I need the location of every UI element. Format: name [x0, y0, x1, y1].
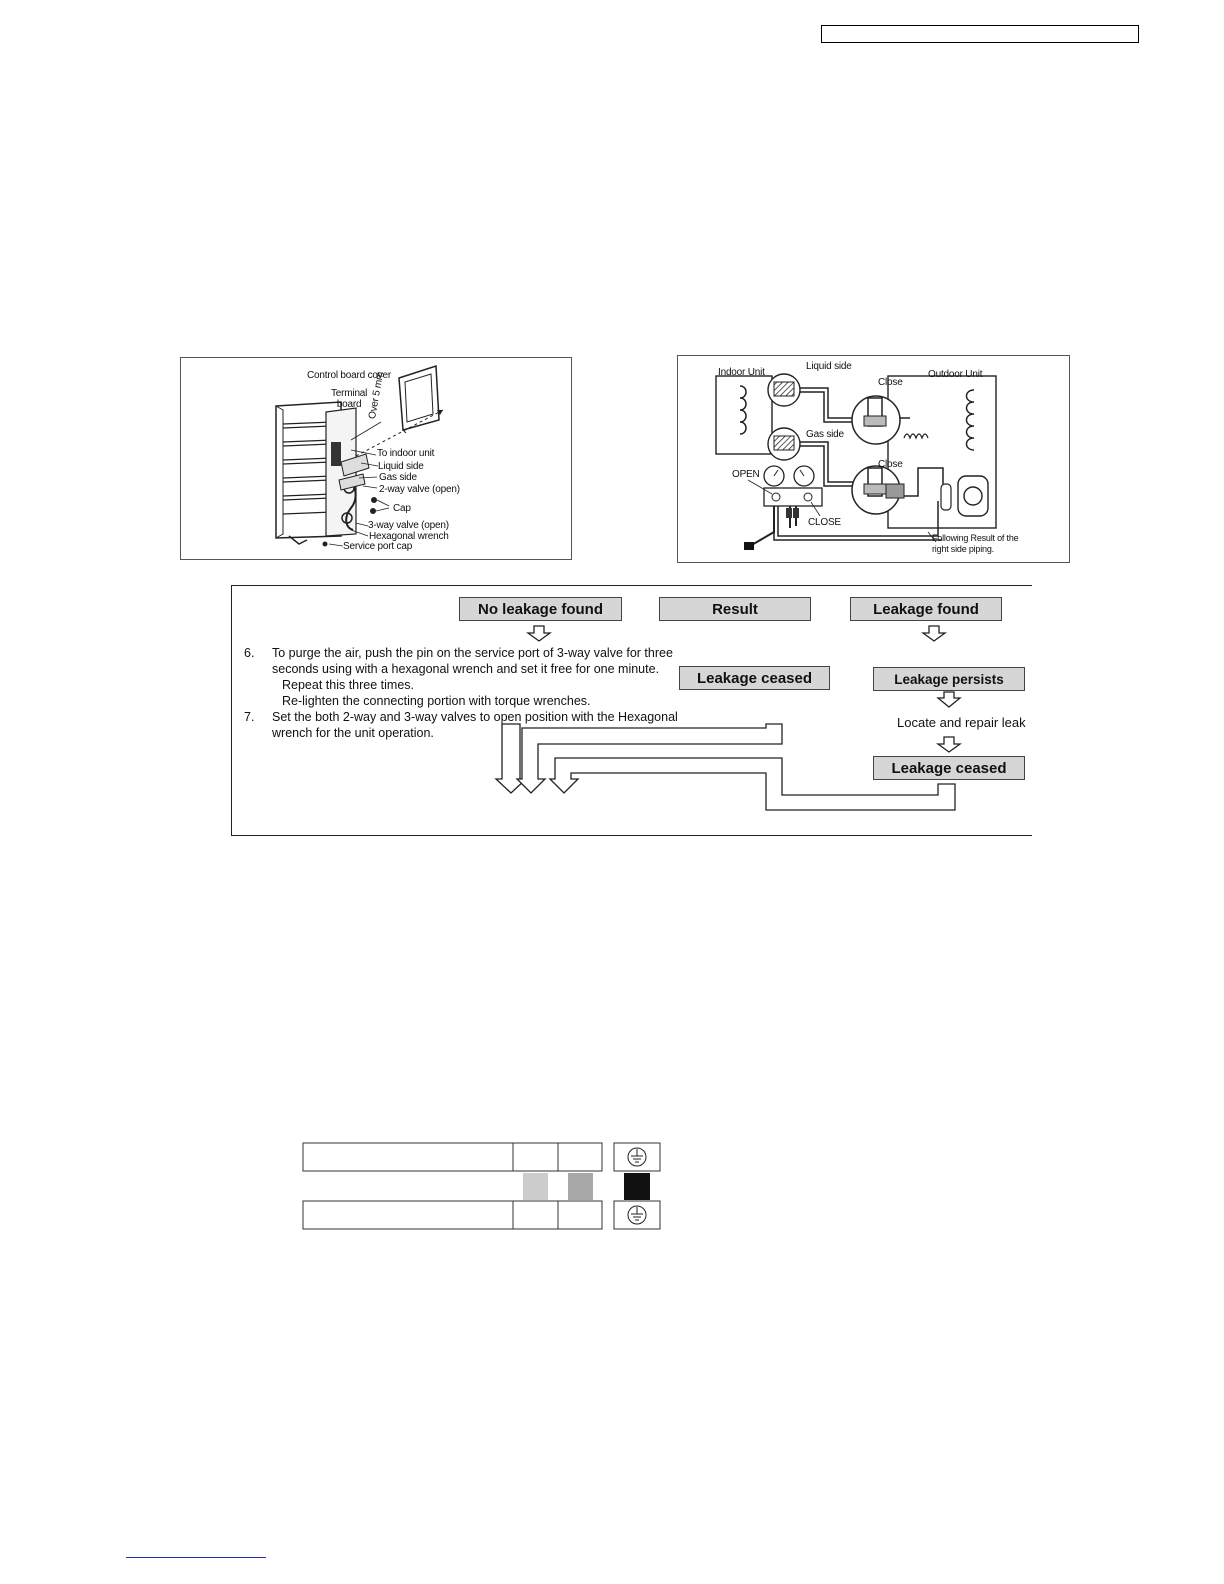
leakage-found-box: Leakage found	[850, 597, 1002, 621]
label-liquid-side: Liquid side	[806, 361, 852, 372]
label-cap: Cap	[393, 503, 411, 514]
wire-light-gray	[523, 1173, 548, 1200]
label-2-way-valve: 2-way valve (open)	[379, 484, 460, 495]
step-6-line-2: seconds using with a hexagonal wrench and set it free for one minute.	[272, 662, 660, 676]
label-close-bottom: Close	[878, 459, 903, 470]
terminal-top-earth-cell	[614, 1143, 660, 1171]
piping-schematic-drawing	[678, 356, 1069, 562]
step-6	[244, 645, 704, 709]
label-outdoor-unit: Outdoor Unit	[928, 369, 983, 380]
leakage-ceased-box-right: Leakage ceased	[873, 756, 1025, 780]
label-over-5-mm: Over 5 mm	[367, 371, 387, 420]
leakage-persists-box: Leakage persists	[873, 667, 1025, 691]
terminal-wire-diagram	[302, 1142, 662, 1232]
arrow-no-leakage	[528, 626, 550, 641]
step-7-line-2: wrench for the unit operation.	[272, 726, 434, 740]
label-gas-side: Gas side	[379, 472, 417, 483]
footer-link-underline[interactable]	[126, 1557, 266, 1558]
terminal-top-label-cell	[303, 1143, 513, 1171]
label-gas-side: Gas side	[806, 429, 844, 440]
step-7-line-1: Set the both 2-way and 3-way valves to open position with the Hexagonal	[272, 710, 678, 724]
arrow-leakage-persists	[938, 692, 960, 707]
wire-mid-gray	[568, 1173, 593, 1200]
no-leakage-found-box: No leakage found	[459, 597, 622, 621]
arrow-locate-repair	[938, 737, 960, 752]
terminal-bottom-label-cell	[303, 1201, 513, 1229]
wire-earth-black	[624, 1173, 650, 1200]
terminal-top-cell-1	[513, 1143, 558, 1171]
locate-and-repair-text: Locate and repair leak	[897, 715, 1026, 730]
step-6-line-3: Repeat this three times.	[282, 678, 415, 692]
step-6-number: 6.	[244, 646, 255, 660]
label-open: OPEN	[732, 469, 760, 480]
terminal-top-cell-2	[558, 1143, 602, 1171]
step-6-line-1: To purge the air, push the pin on the service port of 3-way valve for three	[272, 646, 673, 660]
label-terminal-board: Terminal board	[331, 388, 368, 410]
label-following-result: Following Result of the	[932, 533, 1019, 543]
outdoor-unit-valve-figure	[180, 357, 572, 560]
terminal-bottom-cell-1	[513, 1201, 558, 1229]
terminal-wire-drawing	[302, 1142, 662, 1232]
terminal-bottom-earth-cell	[614, 1201, 660, 1229]
label-3-way-valve: 3-way valve (open)	[368, 520, 449, 531]
label-control-board-cover: Control board cover	[307, 370, 392, 381]
result-box: Result	[659, 597, 811, 621]
leak-check-flowchart	[231, 585, 1032, 836]
label-right-side-piping: right side piping.	[932, 544, 994, 554]
label-to-indoor-unit: To indoor unit	[377, 448, 435, 459]
leakage-ceased-box-left: Leakage ceased	[679, 666, 830, 690]
label-close-gauge: CLOSE	[808, 517, 841, 528]
arrow-leakage-found	[923, 626, 945, 641]
terminal-bottom-cell-2	[558, 1201, 602, 1229]
label-close-top: Close	[878, 377, 903, 388]
step-7	[244, 709, 704, 741]
label-hexagonal-wrench: Hexagonal wrench	[369, 531, 449, 542]
step-7-number: 7.	[244, 710, 255, 724]
label-indoor-unit: Indoor Unit	[718, 367, 765, 378]
piping-schematic-figure	[677, 355, 1070, 563]
header-reference-box	[821, 25, 1139, 43]
label-service-port-cap: Service port cap	[343, 541, 413, 552]
label-liquid-side: Liquid side	[378, 461, 424, 472]
step-6-line-4: Re-lighten the connecting portion with torque wrenches.	[282, 694, 591, 708]
